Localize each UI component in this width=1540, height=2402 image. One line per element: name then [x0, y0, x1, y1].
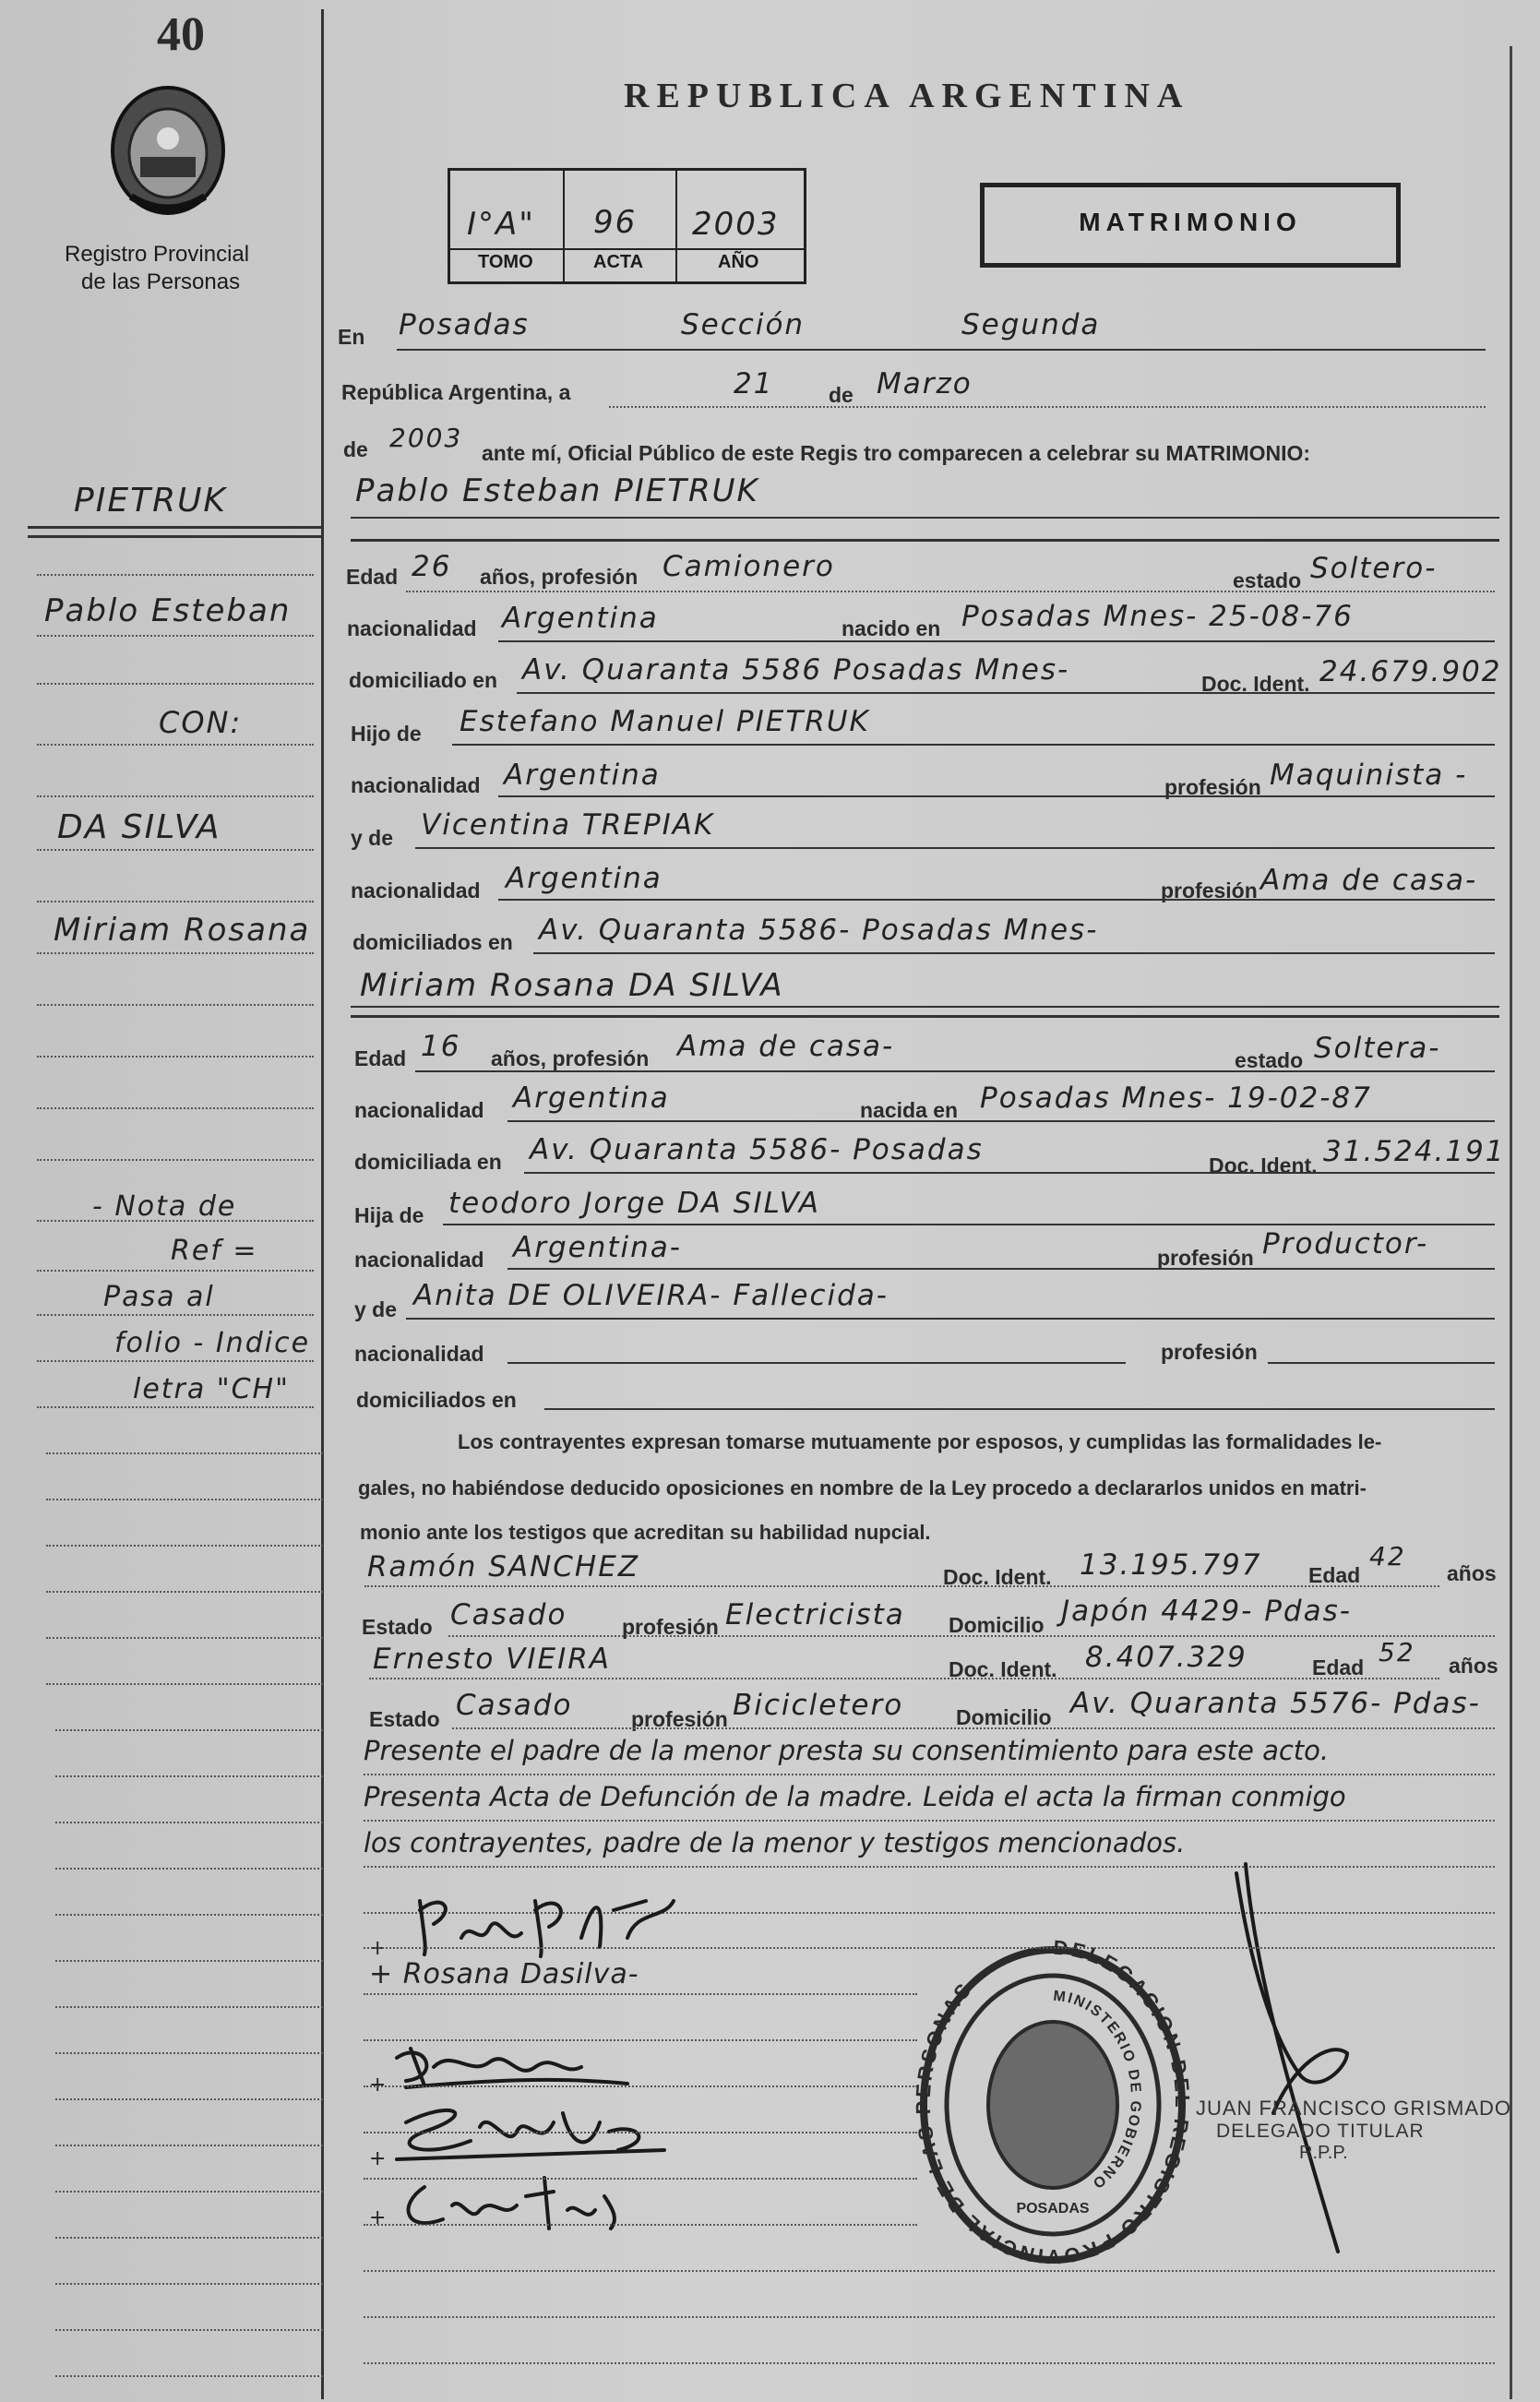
notes-line1: Presente el padre de la menor presta su consentimiento para este acto. [364, 1735, 1330, 1766]
declaration-line1: Los contrayentes expresan tomarse mutuamente por esposos, y cumplidas las formalidades le- [458, 1430, 1382, 1453]
witness2-edad: 52 [1379, 1637, 1415, 1667]
margin-con: CON: [159, 705, 243, 740]
groom-doc-label: Doc. Ident. [1201, 672, 1310, 696]
bride-dom-label: domiciliada en [354, 1150, 502, 1174]
bride-estado-label: estado [1235, 1048, 1304, 1072]
doc-type-box [980, 183, 1401, 268]
groom-dom-label: domiciliado en [349, 668, 498, 692]
groom-nac2-label: nacionalidad [351, 773, 481, 797]
witness1-profesion: Electricista [725, 1598, 905, 1631]
margin-surname: PIETRUK [74, 482, 228, 520]
country-title: REPUBLICA ARGENTINA [624, 77, 1190, 115]
witness1-edad: 42 [1369, 1541, 1406, 1571]
statement-text: ante mí, Oficial Público de este Regis tro comparecen a celebrar su MATRIMONIO: [482, 441, 1311, 465]
witness2-edad-label: Edad [1312, 1655, 1365, 1679]
tomo-label: TOMO [478, 252, 533, 272]
bride-name-line: Miriam Rosana DA SILVA [360, 967, 784, 1004]
groom-edad-label: Edad [346, 565, 399, 589]
witness1-doc-label: Doc. Ident. [943, 1565, 1052, 1589]
groom-nac3-label: nacionalidad [351, 878, 481, 902]
stamp-bottom-text: POSADAS [1016, 2201, 1090, 2217]
witness1-name: Ramón SANCHEZ [367, 1550, 640, 1583]
groom-nacionalidad: Argentina [502, 602, 659, 635]
witness2-doc: 8.407.329 [1085, 1641, 1248, 1674]
witness1-prof-label: profesión [622, 1615, 719, 1639]
margin-note3: Pasa al [103, 1281, 215, 1313]
bride-prof3-label: profesión [1161, 1340, 1258, 1364]
notes-line2: Presenta Acta de Defunción de la madre. Leida el acta la firman conmigo [364, 1781, 1346, 1812]
witness2-name: Ernesto VIEIRA [373, 1643, 612, 1676]
groom-madre: Vicentina TREPIAK [421, 808, 715, 842]
bride-doc: 31.524.191 [1323, 1135, 1506, 1168]
witness1-estado: Casado [450, 1598, 567, 1631]
bride-y-de-label: y de [354, 1297, 398, 1321]
doc-type-label: MATRIMONIO [1079, 208, 1302, 236]
bride-padre: teodoro Jorge DA SILVA [448, 1187, 820, 1220]
bride-prof2-label: profesión [1157, 1246, 1254, 1270]
ano-label: AÑO [718, 252, 759, 272]
groom-name-header: Pablo Esteban PIETRUK [355, 472, 759, 509]
witness2-dom-label: Domicilio [956, 1705, 1052, 1729]
bride-padre-prof: Productor- [1262, 1227, 1429, 1261]
right-border [1510, 46, 1512, 2399]
registry-line2: de las Personas [81, 269, 241, 294]
bride-nac-label: nacionalidad [354, 1098, 484, 1122]
stamp-inner-text: MINISTERIO DE GOBIERNO [1052, 1988, 1144, 2193]
groom-nac-label: nacionalidad [347, 616, 477, 640]
bride-nacida: Posadas Mnes- 19-02-87 [980, 1081, 1372, 1115]
acta-value: 96 [593, 204, 638, 241]
groom-estado-label: estado [1233, 568, 1302, 592]
en-label: En [338, 325, 365, 349]
signature-witness2 [369, 2169, 664, 2242]
bride-domicilio: Av. Quaranta 5586- Posadas [530, 1133, 984, 1166]
witness2-profesion: Bicicletero [733, 1689, 904, 1722]
groom-anos-prof-label: años, profesión [480, 565, 639, 589]
seccion-value: Segunda [961, 308, 1101, 341]
groom-domicilio: Av. Quaranta 5586 Posadas Mnes- [522, 653, 1070, 687]
witness2-anos-label: años [1449, 1654, 1498, 1678]
left-column-border [321, 9, 324, 2399]
declaration-line3: monio ante los testigos que acreditan su habilidad nupcial. [360, 1521, 931, 1544]
margin-note1: - Nota de [92, 1190, 237, 1223]
bride-doms-label: domiciliados en [356, 1388, 517, 1412]
signature-bride: + Rosana Dasilva- [369, 1958, 639, 1990]
witness2-estado-label: Estado [369, 1707, 440, 1731]
groom-y-de-label: y de [351, 826, 394, 850]
margin-groom-name: Pablo Esteban [44, 592, 292, 629]
place-value: Posadas [399, 308, 530, 341]
bride-hija-label: Hija de [354, 1203, 424, 1227]
margin-bride-name: Miriam Rosana [54, 912, 311, 949]
bride-padre-nac: Argentina- [513, 1231, 682, 1264]
groom-doms-label: domiciliados en [352, 930, 513, 954]
witness1-doc: 13.195.797 [1080, 1548, 1262, 1582]
witness1-domicilio: Japón 4429- Pdas- [1061, 1595, 1352, 1628]
margin-bride-surname: DA SILVA [57, 808, 221, 846]
witness2-doc-label: Doc. Ident. [949, 1657, 1057, 1681]
groom-padres-dom: Av. Quaranta 5586- Posadas Mnes- [539, 914, 1099, 947]
bride-nacionalidad: Argentina [513, 1081, 670, 1115]
republica-label: República Argentina, a [341, 380, 571, 404]
bride-nac3-label: nacionalidad [354, 1342, 484, 1366]
acta-label: ACTA [593, 252, 644, 272]
witness1-estado-label: Estado [362, 1615, 433, 1639]
official-signature [1200, 1855, 1384, 2270]
day-value: 21 [734, 367, 774, 400]
tomo-value: I°A" [467, 206, 535, 243]
groom-prof3-label: profesión [1161, 878, 1258, 902]
margin-note2: Ref = [171, 1235, 258, 1267]
seccion-label: Sección [681, 308, 806, 341]
witness1-anos-label: años [1447, 1561, 1497, 1585]
witness1-dom-label: Domicilio [949, 1613, 1045, 1637]
bride-nacida-label: nacida en [860, 1098, 959, 1122]
groom-hijo-label: Hijo de [351, 722, 422, 746]
groom-padre-nac: Argentina [504, 759, 661, 792]
margin-note4: folio - Indice [114, 1327, 311, 1359]
groom-estado: Soltero- [1310, 552, 1438, 585]
bride-doc-label: Doc. Ident. [1209, 1153, 1318, 1177]
groom-madre-nac: Argentina [506, 862, 663, 895]
svg-text:+: + [369, 2147, 387, 2170]
signature-groom [369, 1882, 701, 1966]
svg-text:+: + [369, 2206, 387, 2229]
groom-prof2-label: profesión [1164, 775, 1261, 799]
groom-padre-prof: Maquinista - [1270, 759, 1468, 792]
witness1-edad-label: Edad [1308, 1563, 1361, 1587]
svg-text:+: + [369, 2073, 387, 2097]
groom-padre: Estefano Manuel PIETRUK [460, 705, 870, 738]
coat-of-arms-icon [103, 81, 233, 220]
groom-doc: 24.679.902 [1319, 655, 1502, 688]
signature-bride-text: Rosana Dasilva- [402, 1958, 639, 1990]
bride-madre: Anita DE OLIVEIRA- Fallecida- [413, 1279, 889, 1312]
page-number: 40 [157, 8, 205, 61]
de2-label: de [343, 437, 368, 461]
groom-nacido-label: nacido en [842, 616, 941, 640]
registry-line1: Registro Provincial [65, 242, 250, 267]
bride-edad: 16 [421, 1030, 461, 1063]
groom-nacido: Posadas Mnes- 25-08-76 [961, 600, 1354, 633]
bride-edad-label: Edad [354, 1046, 407, 1070]
witness2-domicilio: Av. Quaranta 5576- Pdas- [1070, 1687, 1481, 1720]
groom-edad: 26 [412, 550, 452, 583]
bride-nac2-label: nacionalidad [354, 1248, 484, 1272]
signature-witness1 [369, 2095, 674, 2178]
notes-line3: los contrayentes, padre de la menor y testigos mencionados. [364, 1827, 1186, 1858]
year-value: 2003 [389, 423, 463, 453]
volume-table [448, 168, 806, 284]
de-label: de [829, 383, 854, 407]
official-title: DELEGADO TITULAR [1216, 2121, 1425, 2142]
declaration-line2: gales, no habiéndose deducido oposiciones en nombre de la Ley procedo a declararlos unidos en matri- [358, 1476, 1367, 1500]
bride-anos-prof-label: años, profesión [491, 1046, 650, 1070]
stamp-ring-text: DELEGACION DEL REGISTRO PROVINCIAL DE LAS PERSONAS [912, 1936, 1194, 2269]
official-stamp [912, 1936, 1194, 2274]
official-org: R.P.P. [1299, 2143, 1348, 2163]
signature-father [369, 2030, 646, 2104]
margin-note5: letra "CH" [133, 1373, 290, 1405]
bride-estado: Soltera- [1314, 1032, 1441, 1065]
witness2-estado: Casado [456, 1689, 573, 1722]
month-value: Marzo [877, 367, 973, 400]
bride-profesion: Ama de casa- [677, 1030, 895, 1063]
official-name: JUAN FRANCISCO GRISMADO [1196, 2097, 1512, 2120]
svg-text:+: + [369, 1937, 387, 1960]
groom-profesion: Camionero [663, 550, 835, 583]
witness2-prof-label: profesión [631, 1707, 728, 1731]
ano-value: 2003 [692, 206, 780, 243]
groom-madre-prof: Ama de casa- [1260, 864, 1478, 897]
